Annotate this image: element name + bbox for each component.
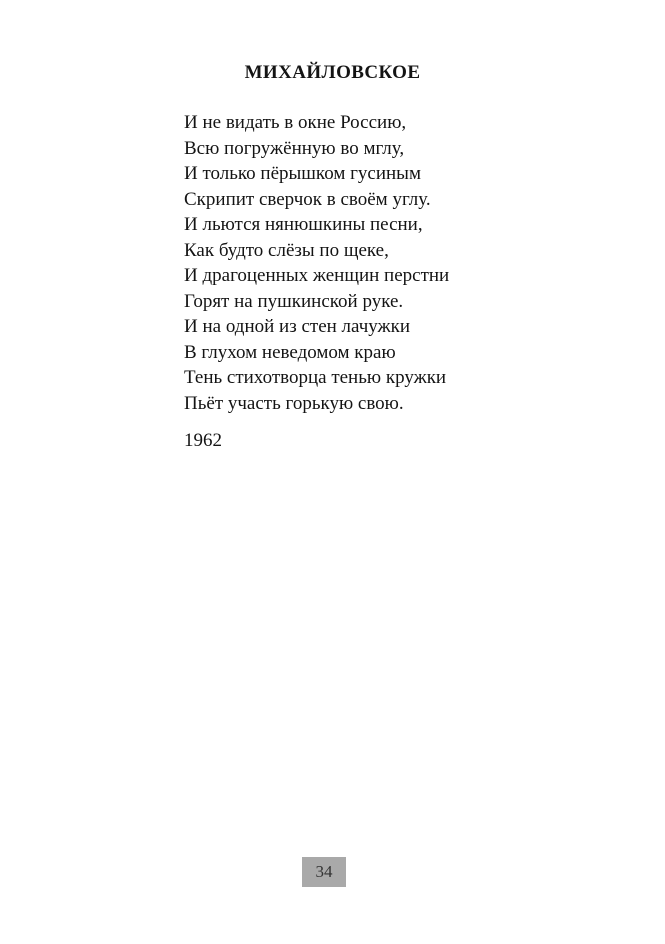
page-number: 34 [302, 857, 346, 887]
poem-line: В глухом неведомом краю [184, 341, 396, 363]
poem-line: И только пёрышком гусиным [184, 163, 421, 184]
poem-year: 1962 [184, 430, 222, 451]
poem-line: Как будто слёзы по щеке, [184, 239, 389, 261]
poem-line: Пьёт участь горькую свою. [184, 392, 404, 414]
poem-line: Скрипит сверчок в своём углу. [184, 188, 431, 210]
poem-line: И на одной из стен лачужки [184, 316, 411, 337]
poem-line: Тень стихотворца тенью кружки [184, 367, 447, 388]
poem-line: Всю погружённую во мглу, [184, 137, 405, 159]
poem-body [184, 110, 449, 416]
poem-line: И льются нянюшкины песни, [184, 214, 423, 235]
poem-line: И не видать в окне Россию, [184, 112, 407, 133]
poem-line: И драгоценных женщин перстни [184, 265, 450, 286]
poem-line: Горят на пушкинской руке. [184, 290, 404, 312]
poem-title: МИХАЙЛОВСКОЕ [244, 62, 421, 83]
